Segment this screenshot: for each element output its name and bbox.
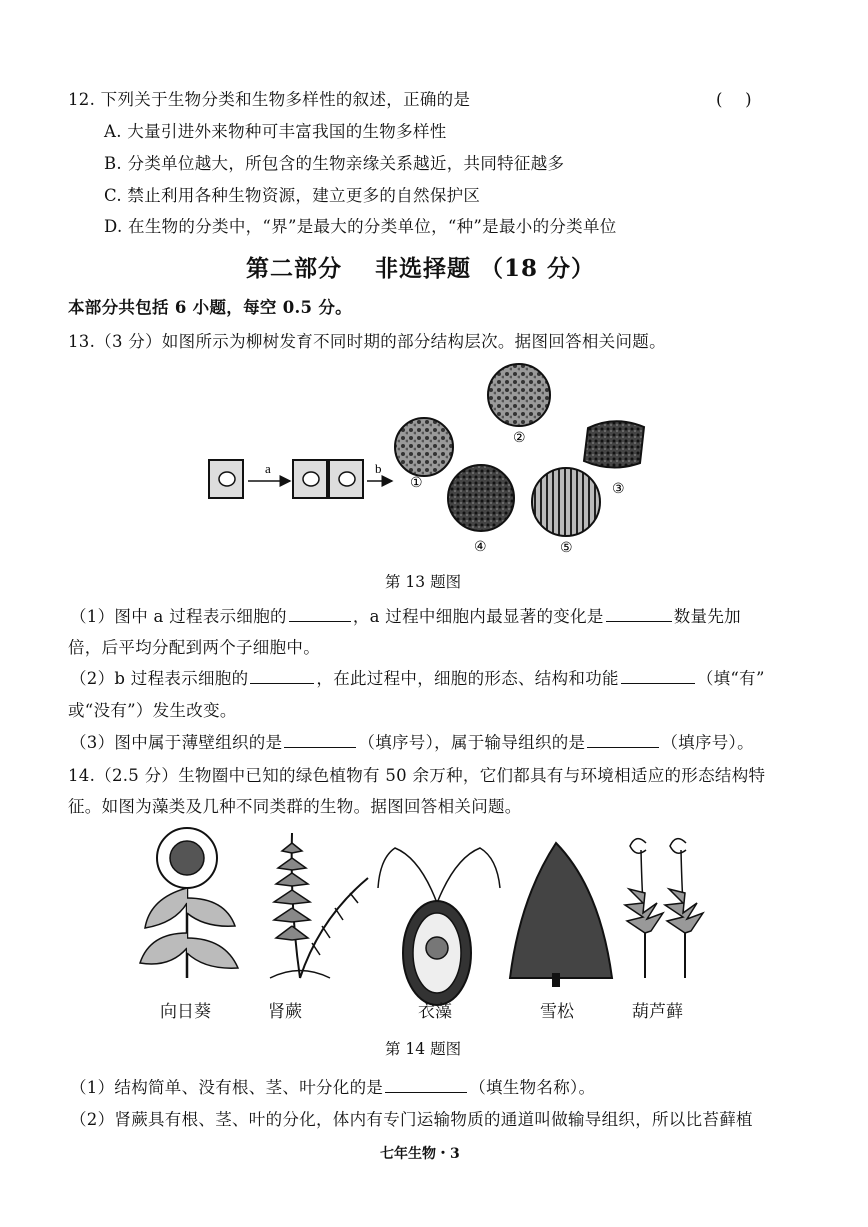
sunflower-illustration	[140, 828, 238, 978]
cedar-illustration	[510, 843, 612, 987]
q14-caption: 第 14 题图	[385, 1040, 462, 1058]
label-chlamydomonas: 衣藻	[418, 1002, 452, 1022]
tissue-2	[488, 364, 550, 426]
q12-answer-paren: ( )	[716, 90, 752, 109]
q13-part2-line1: （2）b 过程表示细胞的 ，在此过程中，细胞的形态、结构和功能 （填“有”	[70, 669, 765, 688]
tissue-4	[448, 465, 514, 531]
q13-part3: （3）图中属于薄壁组织的是 （填序号），属于输导组织的是 （填序号）。	[70, 733, 754, 752]
single-cell	[209, 460, 243, 498]
tissue-1	[395, 418, 453, 476]
label-moss: 葫芦藓	[632, 1002, 683, 1022]
q14-part2: （2）肾蕨具有根、茎、叶的分化，体内有专门运输物质的通道叫做输导组织，所以比苔藓植	[70, 1110, 753, 1129]
q13-blank-2[interactable]	[606, 605, 672, 622]
fern-illustration	[270, 833, 368, 978]
q13-blank-5[interactable]	[284, 731, 356, 748]
q12-option-c: C. 禁止利用各种生物资源，建立更多的自然保护区	[104, 186, 481, 205]
moss-illustration	[625, 839, 703, 978]
q14-blank-1[interactable]	[385, 1076, 467, 1093]
q12-option-a: A. 大量引进外来物种可丰富我国的生物多样性	[104, 122, 447, 141]
tissue-5-label: ⑤	[560, 540, 573, 556]
tissue-3-label: ③	[612, 481, 625, 497]
label-sunflower: 向日葵	[160, 1002, 211, 1022]
q13-part1-line2: 倍，后平均分配到两个子细胞中。	[68, 638, 320, 657]
chlamydomonas-illustration	[378, 848, 500, 1005]
tissue-3	[584, 421, 644, 467]
section-title: 第二部分 非选择题 （18 分）	[246, 255, 596, 282]
arrow-a-label: a	[265, 461, 271, 476]
tissue-4-label: ④	[474, 539, 487, 555]
tissue-5	[532, 468, 600, 536]
q14-stem-line2: 征。如图为藻类及几种不同类群的生物。据图回答相关问题。	[68, 797, 522, 816]
q13-blank-3[interactable]	[250, 667, 314, 684]
q12-option-b: B. 分类单位越大，所包含的生物亲缘关系越近，共同特征越多	[104, 154, 565, 173]
q13-blank-4[interactable]	[621, 667, 695, 684]
tissue-1-label: ①	[410, 475, 423, 491]
q13-part2-line2: 或“没有”）发生改变。	[68, 701, 237, 720]
q13-caption: 第 13 题图	[385, 573, 462, 591]
q12-option-d: D. 在生物的分类中，“界”是最大的分类单位，“种”是最小的分类单位	[104, 217, 617, 236]
q12-stem: 12. 下列关于生物分类和生物多样性的叙述，正确的是	[68, 90, 471, 109]
q13-blank-1[interactable]	[289, 605, 351, 622]
q14-stem-line1: 14.（2.5 分）生物圈中已知的绿色植物有 50 余万种，它们都具有与环境相适应的形态结构特	[68, 766, 766, 785]
q13-figure	[0, 355, 868, 595]
page-footer: 七年生物・3	[380, 1146, 460, 1162]
q13-blank-6[interactable]	[587, 731, 659, 748]
section-intro: 本部分共包括 6 小题，每空 0.5 分。	[68, 298, 352, 317]
q13-stem: 13.（3 分）如图所示为柳树发育不同时期的部分结构层次。据图回答相关问题。	[68, 332, 666, 351]
divided-cells	[293, 460, 363, 498]
q13-part1-line1: （1）图中 a 过程表示细胞的 ，a 过程中细胞内最显著的变化是 数量先加	[70, 607, 741, 626]
q14-part1: （1）结构简单、没有根、茎、叶分化的是 （填生物名称）。	[70, 1078, 596, 1097]
label-fern: 肾蕨	[268, 1002, 302, 1022]
tissue-2-label: ②	[513, 430, 526, 446]
arrow-b-label: b	[375, 461, 382, 476]
label-cedar: 雪松	[540, 1002, 574, 1022]
